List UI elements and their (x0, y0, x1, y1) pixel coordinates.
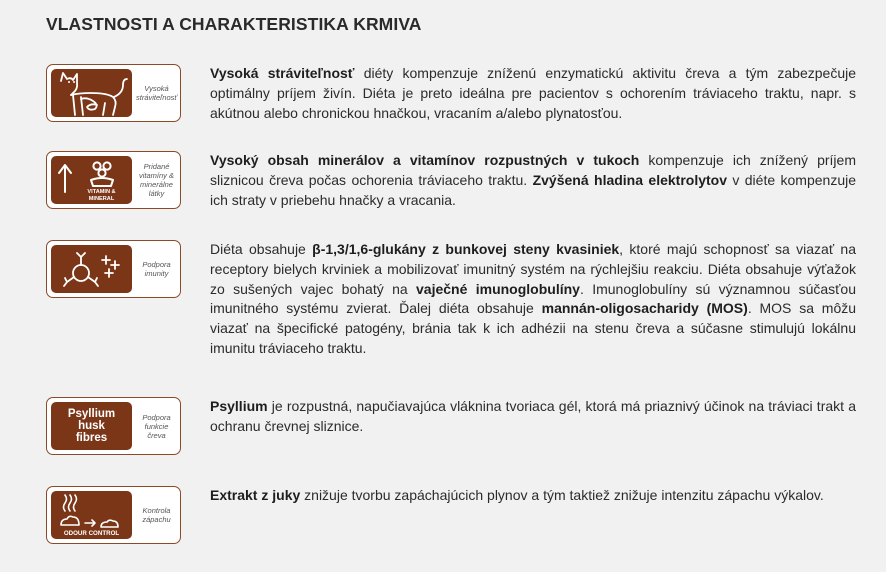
caption-line: látky (148, 189, 165, 198)
text-bold: mannán-oligosacharidy (MOS) (541, 300, 748, 317)
page-title: VLASTNOSTI A CHARAKTERISTIKA KRMIVA (46, 14, 422, 34)
text-span: znižuje tvorbu zapáchajúcich plynov a tým taktiež znižuje intenzitu zápachu výkalov. (300, 487, 824, 503)
feature-text-digestibility (210, 64, 856, 123)
text-bold: Zvýšená hladina elektrolytov (532, 171, 727, 188)
immunity-icon (51, 245, 132, 293)
text-span: kompenzuje ich znížený príjem sliznicou čreva počas ochorenia tráviaceho traktu. (210, 152, 856, 188)
feature-text-vitamin-mineral (210, 151, 856, 210)
text-span: . Imunoglobulíny sú významnou súčasťou imunitného systému zvierat. Ďalej diéta obsahuje (210, 280, 856, 317)
badge-caption (135, 152, 178, 208)
feature-text-odour-control (210, 486, 856, 506)
cat-digestion-icon (51, 69, 132, 117)
badge-caption (135, 65, 178, 121)
caption-line: imunity (144, 269, 169, 278)
text-bold: Psyllium (210, 398, 268, 414)
tile-label: fibres (75, 431, 108, 444)
badge-odour-control (46, 486, 181, 544)
caption-line: minerálne (140, 180, 173, 189)
badge-tile (51, 69, 132, 117)
text-span: , ktoré majú schopnosť sa viazať na receptory bielych krviniek a mobilizovať imunitný systém na rýchlejšiu reakciu. Diéta obsahuje výťažok zo sušených vajec bohatý na (210, 241, 856, 297)
text-bold: Vysoká stráviteľnosť (210, 65, 355, 81)
caption-line: stráviteľnosť (135, 93, 178, 102)
tile-label: MINERAL (88, 195, 115, 202)
tile-label: VITAMIN & (87, 189, 116, 195)
caption-line: zápachu (142, 515, 171, 524)
caption-line: Podpora (142, 412, 171, 422)
badge-psyllium (46, 397, 181, 455)
badge-tile (51, 156, 132, 204)
badge-tile (51, 245, 132, 293)
text-bold: Extrakt z juky (210, 487, 301, 503)
badge-digestibility (46, 64, 181, 122)
text-span: . MOS sa môžu viazať na špecifické patogény, bránia tak k ich adhézii na stenu čreva a súčasne stimulujú lokálnu imunitu tráviaceho traktu. (210, 300, 857, 356)
text-span: v diéte kompenzuje ich straty v priebehu hnačky a vracania. (210, 171, 857, 208)
text-bold: vaječné imunoglobulíny (416, 280, 580, 297)
text-span: je rozpustná, napučiavajúca vláknina tvoriaca gél, ktorá má priaznivý účinok na tráviaci trakt a ochranu črevnej sliznice. (210, 398, 856, 434)
psyllium-icon (51, 402, 132, 450)
tile-label: husk (78, 419, 105, 432)
text-bold: Vysoký obsah minerálov a vitamínov rozpustných v tukoch (210, 152, 640, 168)
text-bold: β-1,3/1,6-glukány z bunkovej steny kvasiniek (312, 241, 620, 257)
caption-line: Vysoká (144, 84, 169, 93)
badge-caption (135, 398, 178, 454)
text-span: diéty kompenzuje zníženú enzymatickú aktivitu čreva a tým zabezpečuje optimálny príjem živín. Diéta je preto ideálna pre pacientov s ochorením tráviaceho traktu, napr. s akútnou alebo chronickou hnačkou, vracaním a/alebo plynatosťou. (210, 65, 856, 121)
badge-tile (51, 491, 132, 539)
tile-label: ODOUR CONTROL (63, 530, 120, 537)
caption-line: vitamíny & (138, 171, 174, 180)
caption-line: Kontrola (142, 506, 171, 515)
badge-immunity (46, 240, 181, 298)
caption-line: čreva (147, 430, 166, 440)
tile-label: Psyllium (67, 408, 116, 420)
caption-line: funkcie (144, 421, 169, 431)
caption-line: Podpora (142, 260, 171, 269)
badge-vitamin-mineral (46, 151, 181, 209)
badge-caption (135, 487, 178, 543)
text-span: Diéta obsahuje (210, 241, 313, 257)
badge-caption (135, 241, 178, 297)
feature-text-psyllium (210, 397, 856, 437)
feature-text-immunity (210, 240, 856, 359)
caption-line: Pridané (143, 162, 170, 171)
